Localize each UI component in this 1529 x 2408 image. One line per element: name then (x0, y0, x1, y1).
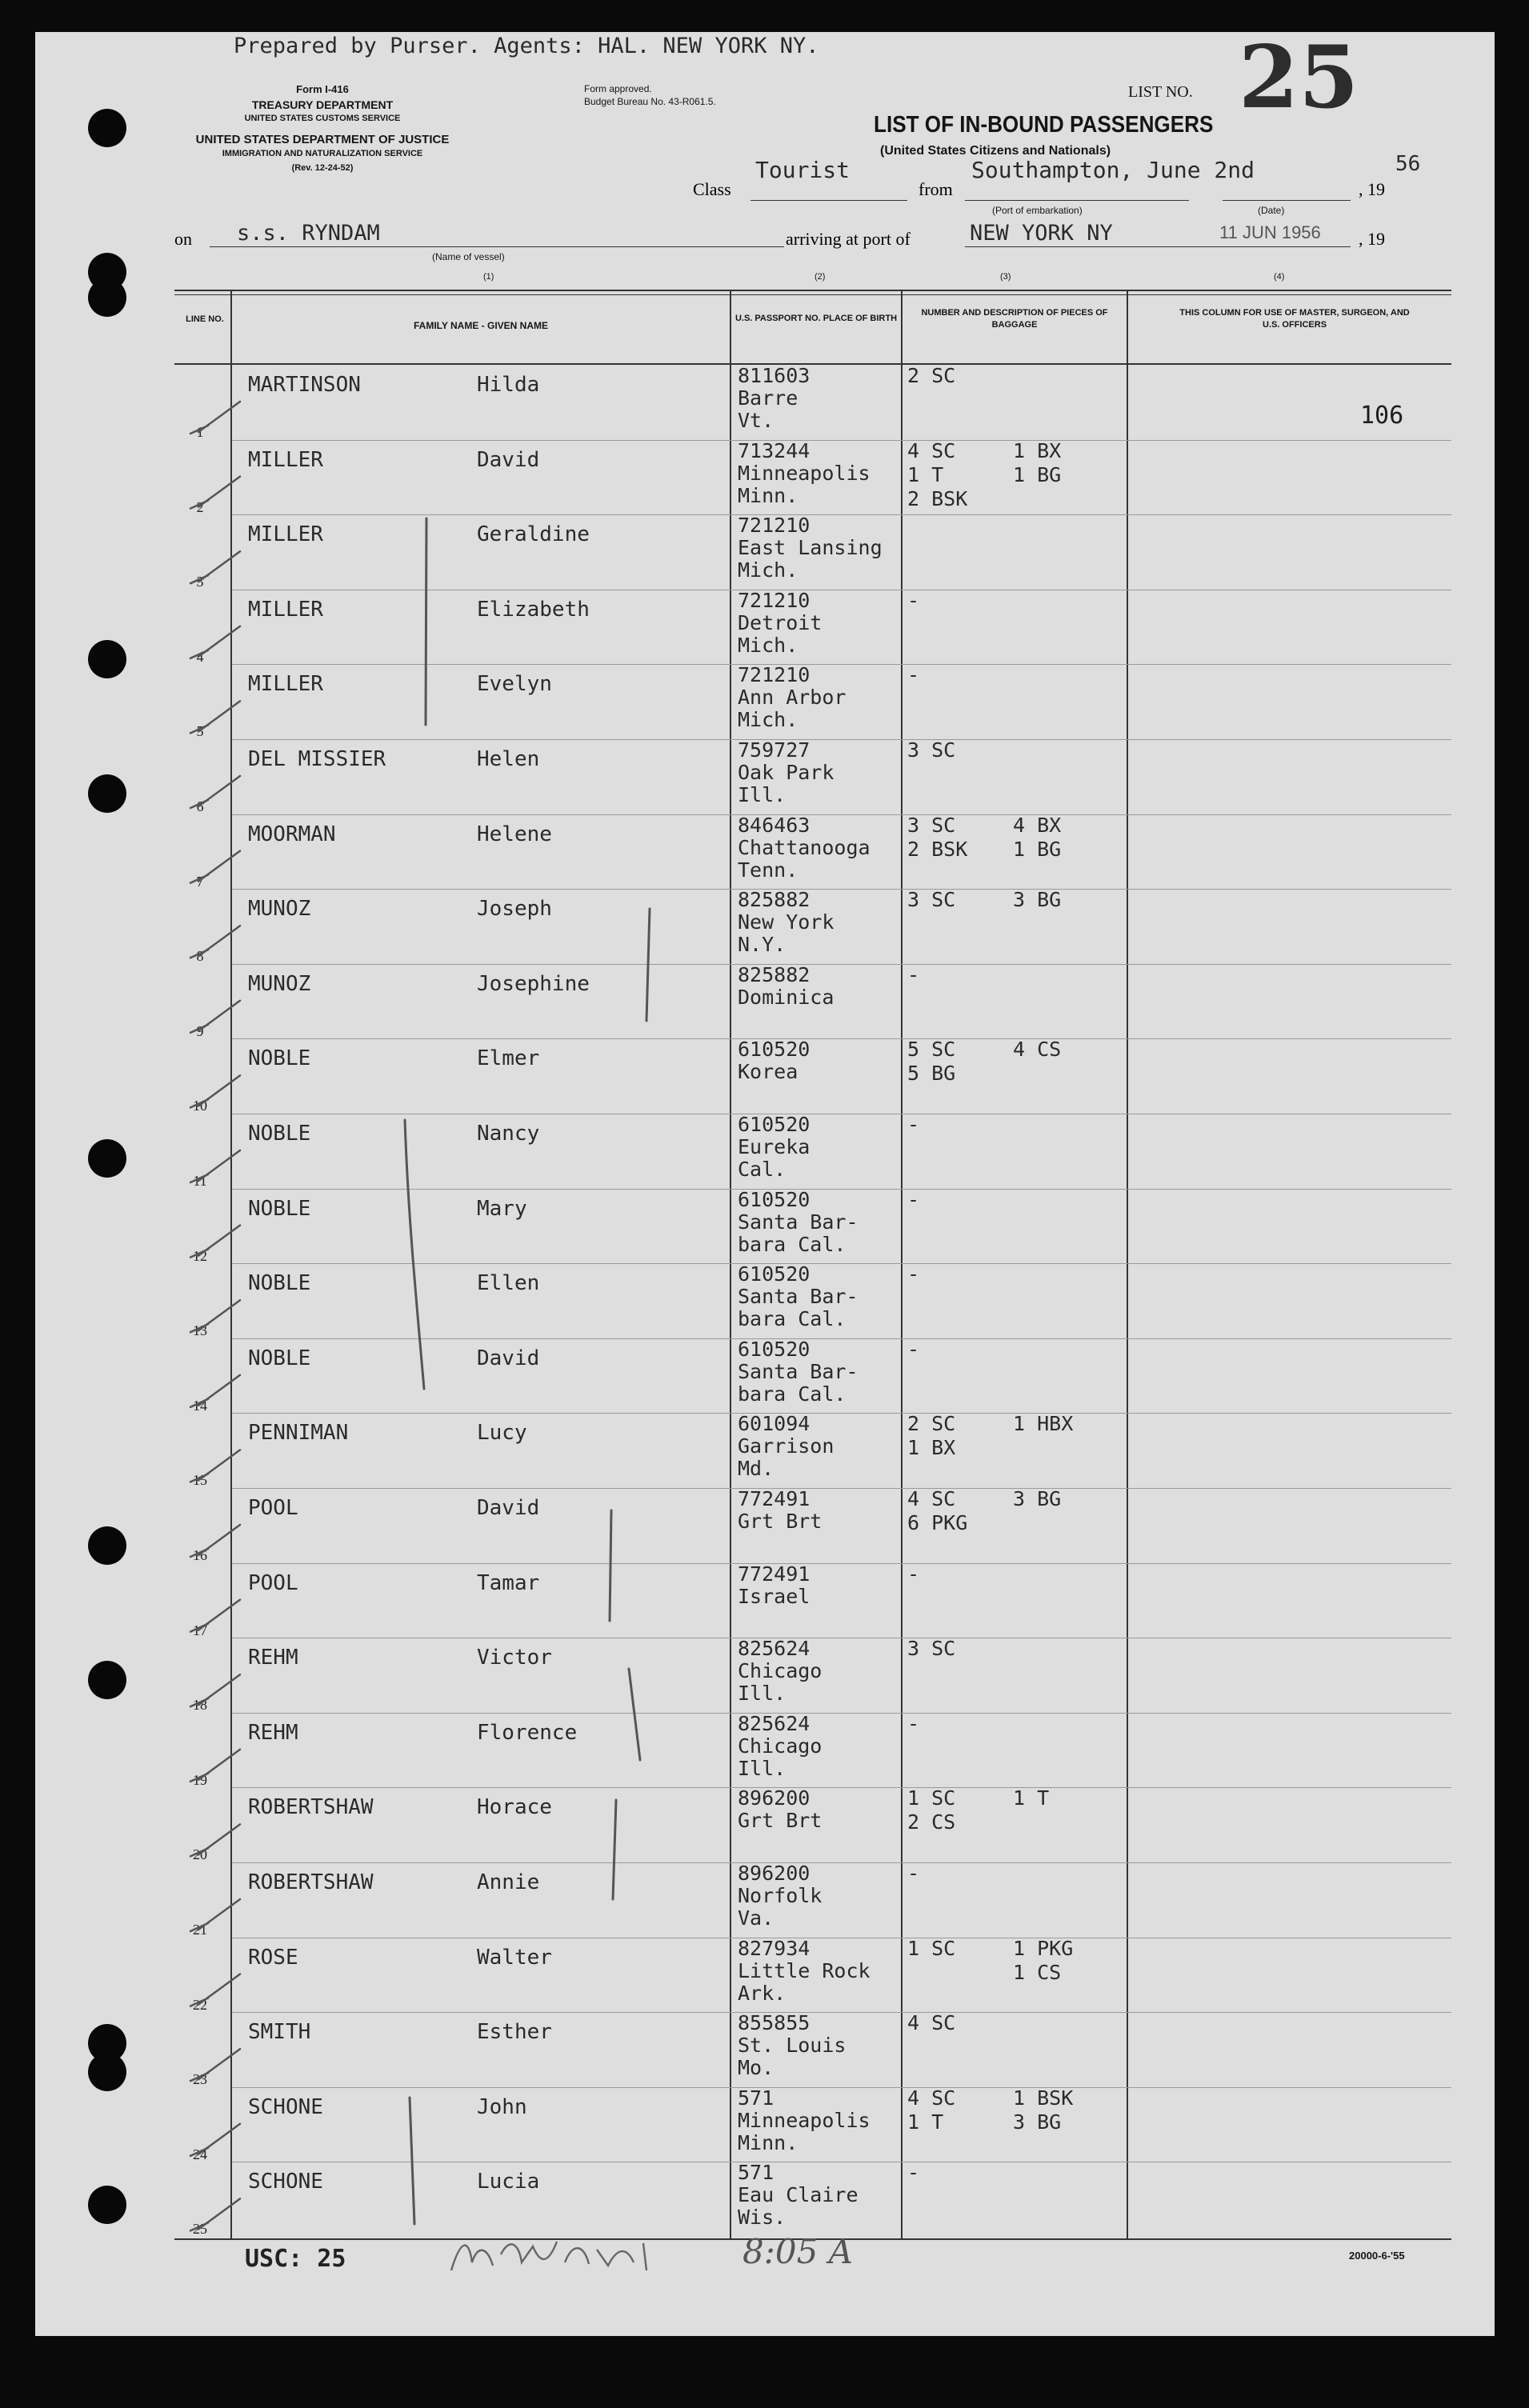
birth-place-line-2: Wis. (738, 2206, 787, 2230)
check-mark (190, 701, 240, 733)
baggage-primary: - (907, 1262, 920, 1286)
baggage-primary: 4 SC (907, 1487, 956, 1510)
line-number: 13 (193, 1322, 207, 1339)
birth-place-line-1: Eau Claire (738, 2183, 859, 2207)
birth-place-line-1: Ann Arbor (738, 686, 847, 710)
check-mark (190, 1600, 240, 1632)
family-name: MILLER (248, 522, 323, 547)
family-name: POOL (248, 1570, 298, 1595)
baggage-secondary: 3 BG (1013, 1487, 1062, 1510)
passport-number: 610520 (738, 1187, 811, 1211)
line-number: 22 (193, 1996, 207, 2013)
birth-place-line-2: N.Y. (738, 933, 787, 957)
passport-number: 855855 (738, 2011, 811, 2035)
arrival-stamp-date: 11 JUN 1956 (1219, 222, 1321, 242)
line-number: 15 (193, 1472, 207, 1489)
check-mark (190, 1075, 240, 1107)
signature-scribble (445, 2230, 693, 2278)
header-passport-text: U.S. PASSPORT NO. PLACE OF BIRTH (734, 314, 898, 323)
line-number: 18 (193, 1697, 207, 1714)
baggage-primary: - (907, 962, 920, 986)
birth-place-line-1: Little Rock (738, 1958, 871, 1982)
passport-number: 721210 (738, 663, 811, 687)
baggage-secondary: 1 HBX (1013, 1412, 1074, 1436)
baggage-primary: - (907, 588, 920, 612)
line-number: 20 (193, 1846, 207, 1863)
family-name: ROSE (248, 1945, 298, 1970)
family-name: MILLER (248, 672, 323, 697)
class-label: Class (693, 179, 731, 199)
arriving-label: arriving at port of (786, 229, 911, 249)
col-num-1: (1) (483, 272, 494, 282)
check-mark (190, 851, 240, 883)
family-name: NOBLE (248, 1122, 311, 1146)
given-name: Joseph (477, 897, 552, 922)
passport-number: 825624 (738, 1711, 811, 1735)
baggage-secondary: 3 BG (1013, 888, 1062, 912)
birth-place-line-1: Santa Bar- (738, 1359, 859, 1383)
family-name: PENNIMAN (248, 1421, 349, 1446)
family-name: MUNOZ (248, 897, 311, 922)
given-name: Florence (477, 1720, 578, 1745)
check-mark (190, 776, 240, 808)
line-number: 14 (193, 1397, 207, 1414)
birth-place-line-2: bara Cal. (738, 1307, 847, 1331)
passport-number: 825882 (738, 962, 811, 986)
given-name: Lucy (477, 1421, 527, 1446)
passport-number: 610520 (738, 1337, 811, 1361)
date-label: (Date) (1258, 205, 1285, 216)
birth-place-line-1: St. Louis (738, 2034, 847, 2058)
baggage-primary-2: 2 BSK (907, 837, 968, 861)
baggage-primary: - (907, 2161, 920, 2185)
baggage-primary: - (907, 1187, 920, 1211)
baggage-secondary-2: 1 CS (1013, 1960, 1062, 1984)
revision-label: (Rev. 12-24-52) (291, 163, 354, 173)
given-name: Helene (477, 822, 552, 846)
line-number: 4 (196, 648, 204, 665)
birth-place-line-2: Ill. (738, 1682, 787, 1706)
baggage-primary-2: 1 T (907, 2110, 944, 2134)
given-name: Lucia (477, 2170, 540, 2194)
baggage-primary: - (907, 1862, 920, 1885)
time-annotation: 8:05 A (742, 2232, 853, 2271)
check-mark (190, 1375, 240, 1407)
check-mark (190, 2198, 240, 2230)
passport-number: 772491 (738, 1487, 811, 1510)
form-number: Form I-416 (296, 83, 349, 95)
given-name: David (477, 1346, 540, 1370)
baggage-primary: 1 SC (907, 1936, 956, 1960)
birth-place-line-1: Barre (738, 386, 799, 410)
given-name: Elmer (477, 1046, 540, 1071)
form-code: 20000-6-'55 (1349, 2250, 1405, 2262)
birth-place-line-1: Korea (738, 1060, 799, 1084)
check-mark (190, 1974, 240, 2006)
bracket-mark (629, 1669, 640, 1760)
list-number: 25 (1239, 27, 1359, 128)
baggage-secondary: 4 BX (1013, 813, 1062, 837)
check-mark (190, 1824, 240, 1856)
line-number: 3 (196, 574, 204, 590)
birth-place-line-1: Chicago (738, 1734, 823, 1758)
family-name: POOL (248, 1496, 298, 1520)
birth-place-line-2: Md. (738, 1457, 775, 1481)
given-name: Annie (477, 1870, 540, 1894)
line-number: 23 (193, 2071, 207, 2088)
check-mark (190, 1899, 240, 1931)
passport-number: 811603 (738, 364, 811, 387)
baggage-primary: - (907, 663, 920, 687)
baggage-secondary: 1 BX (1013, 438, 1062, 462)
line-number: 11 (193, 1173, 207, 1189)
family-name: MARTINSON (248, 373, 361, 397)
birth-place-line-1: Norfolk (738, 1884, 823, 1907)
birth-place-line-2: Cal. (738, 1158, 787, 1181)
baggage-secondary: 1 BSK (1013, 2086, 1074, 2110)
family-name: SMITH (248, 2020, 311, 2045)
birth-place-line-1: Minneapolis (738, 461, 871, 485)
birth-place-line-2: Ill. (738, 783, 787, 806)
form-approved: Form approved. (584, 83, 652, 94)
birth-place-line-1: Eureka (738, 1135, 811, 1158)
birth-place-line-2: Tenn. (738, 858, 799, 882)
baggage-primary: 4 SC (907, 2011, 956, 2035)
family-name: NOBLE (248, 1196, 311, 1221)
baggage-secondary: 4 CS (1013, 1038, 1062, 1062)
check-mark (190, 1750, 240, 1782)
birth-place-line-2: Minn. (738, 2130, 799, 2154)
family-name: MUNOZ (248, 971, 311, 996)
passport-number: 571 (738, 2161, 775, 2185)
baggage-primary: 3 SC (907, 813, 956, 837)
family-name: SCHONE (248, 2170, 323, 2194)
passport-number: 846463 (738, 813, 811, 837)
class-value: Tourist (755, 157, 851, 183)
family-name: REHM (248, 1720, 298, 1745)
passport-number: 759727 (738, 738, 811, 762)
passport-number: 601094 (738, 1412, 811, 1436)
embarkation-port-date: Southampton, June 2nd (971, 157, 1255, 183)
family-name: SCHONE (248, 2094, 323, 2119)
check-mark (190, 1674, 240, 1706)
header-officers-text: THIS COLUMN FOR USE OF MASTER, SURGEON, AND U.S. OFFICERS (1179, 308, 1410, 330)
check-mark (190, 926, 240, 958)
customs-service: UNITED STATES CUSTOMS SERVICE (244, 114, 401, 123)
family-name: NOBLE (248, 1271, 311, 1296)
baggage-primary: - (907, 1337, 920, 1361)
given-name: Geraldine (477, 522, 590, 547)
check-mark (190, 1300, 240, 1332)
usc-count: USC: 25 (245, 2245, 346, 2273)
manifest-title: LIST OF IN-BOUND PASSENGERS (874, 112, 1214, 138)
scribble-initials (445, 2230, 693, 2282)
given-name: John (477, 2094, 527, 2119)
check-mark (190, 626, 240, 658)
line-number: 9 (196, 1022, 204, 1039)
given-name: Esther (477, 2020, 552, 2045)
col-num-2: (2) (815, 272, 826, 282)
family-name: ROBERTSHAW (248, 1795, 374, 1820)
birth-place-line-1: Israel (738, 1584, 811, 1608)
baggage-primary-3: 2 BSK (907, 486, 968, 510)
passport-number: 827934 (738, 1936, 811, 1960)
birth-place-line-1: Oak Park (738, 761, 835, 784)
given-name: Victor (477, 1646, 552, 1670)
birth-place-line-1: Grt Brt (738, 1809, 823, 1833)
baggage-primary: 3 SC (907, 738, 956, 762)
line-number: 17 (193, 1622, 207, 1638)
baggage-primary-2: 1 BX (907, 1436, 956, 1460)
passport-number: 571 (738, 2086, 775, 2110)
given-name: Elizabeth (477, 597, 590, 622)
check-mark (190, 1001, 240, 1033)
birth-place-line-1: Dominica (738, 985, 835, 1009)
given-name: Ellen (477, 1271, 540, 1296)
family-name: NOBLE (248, 1346, 311, 1370)
check-mark (190, 1450, 240, 1482)
given-name: Hilda (477, 373, 540, 397)
port-embarkation-label: (Port of embarkation) (992, 205, 1083, 216)
given-name: David (477, 447, 540, 472)
department-of-justice: UNITED STATES DEPARTMENT OF JUSTICE (195, 133, 450, 146)
birth-place-line-2: Ark. (738, 1981, 787, 2005)
birth-place-line-2: Mich. (738, 708, 799, 732)
passport-number: 610520 (738, 1038, 811, 1062)
birth-place-line-1: Chattanooga (738, 835, 871, 859)
line-number: 16 (193, 1547, 207, 1563)
line-number: 7 (196, 873, 204, 890)
given-name: David (477, 1496, 540, 1520)
ins-label: IMMIGRATION AND NATURALIZATION SERVICE (222, 149, 423, 158)
baggage-primary: 1 SC (907, 1786, 956, 1810)
line-number: 2 (196, 498, 204, 515)
given-name: Mary (477, 1196, 527, 1221)
baggage-primary: 2 SC (907, 364, 956, 387)
list-no-label: LIST NO. (1128, 83, 1193, 101)
birth-place-line-1: Minneapolis (738, 2108, 871, 2132)
baggage-primary: 4 SC (907, 438, 956, 462)
birth-place-line-1: Santa Bar- (738, 1285, 859, 1309)
given-name: Helen (477, 747, 540, 771)
line-number: 5 (196, 723, 204, 740)
baggage-secondary-2: 3 BG (1013, 2110, 1062, 2134)
passport-number: 772491 (738, 1562, 811, 1586)
manifest-subtitle: (United States Citizens and Nationals) (880, 144, 1111, 158)
year-prefix: , 19 (1359, 179, 1385, 199)
birth-place-line-2: bara Cal. (738, 1382, 847, 1406)
officer-note: 106 (1360, 402, 1404, 430)
baggage-primary: - (907, 1711, 920, 1735)
birth-place-line-1: Santa Bar- (738, 1210, 859, 1234)
birth-place-line-1: Garrison (738, 1434, 835, 1458)
check-mark (190, 1525, 240, 1557)
passport-number: 713244 (738, 438, 811, 462)
line-number: 1 (196, 424, 204, 440)
check-mark (190, 2049, 240, 2081)
birth-place-line-2: Mich. (738, 558, 799, 582)
bracket-mark (610, 1510, 611, 1621)
line-number: 6 (196, 798, 204, 814)
baggage-primary: - (907, 1113, 920, 1136)
baggage-primary: 5 SC (907, 1038, 956, 1062)
birth-place-line-1: New York (738, 910, 835, 934)
passport-number: 721210 (738, 588, 811, 612)
line-number: 10 (193, 1098, 207, 1114)
birth-place-line-2: bara Cal. (738, 1232, 847, 1256)
baggage-primary: 3 SC (907, 1637, 956, 1661)
given-name: Walter (477, 1945, 552, 1970)
line-number: 25 (193, 2221, 207, 2238)
baggage-secondary-2: 1 BG (1013, 837, 1062, 861)
check-mark (190, 402, 240, 434)
family-name: DEL MISSIER (248, 747, 386, 771)
prepared-by-line: Prepared by Purser. Agents: HAL. NEW YORK NY. (234, 34, 819, 58)
birth-place-line-2: Ill. (738, 1756, 787, 1780)
birth-place-line-2: Mich. (738, 633, 799, 657)
birth-place-line-2: Mo. (738, 2056, 775, 2080)
birth-place-line-2: Minn. (738, 483, 799, 507)
line-number: 8 (196, 948, 204, 965)
given-name: Nancy (477, 1122, 540, 1146)
passport-number: 896200 (738, 1786, 811, 1810)
baggage-primary-2: 2 CS (907, 1810, 956, 1834)
baggage-primary-2: 1 T (907, 462, 944, 486)
year-suffix: 56 (1395, 152, 1421, 176)
bracket-mark (646, 909, 650, 1021)
family-name: ROBERTSHAW (248, 1870, 374, 1894)
vessel-name: s.s. RYNDAM (237, 221, 380, 246)
passport-number: 825882 (738, 888, 811, 912)
passport-number: 721210 (738, 514, 811, 538)
header-baggage-text: NUMBER AND DESCRIPTION OF PIECES OF BAGGAGE (921, 308, 1108, 330)
birth-place-line-1: Detroit (738, 610, 823, 634)
line-number: 21 (193, 1922, 207, 1938)
check-mark (190, 1226, 240, 1258)
baggage-secondary: 1 PKG (1013, 1936, 1074, 1960)
budget-bureau: Budget Bureau No. 43-R061.5. (584, 96, 716, 107)
birth-place-line-2: Vt. (738, 409, 775, 432)
col-num-4: (4) (1274, 272, 1285, 282)
check-mark (190, 2124, 240, 2156)
passport-number: 896200 (738, 1862, 811, 1885)
passport-number: 610520 (738, 1262, 811, 1286)
baggage-primary: 3 SC (907, 888, 956, 912)
on-label: on (174, 229, 192, 249)
given-name: Horace (477, 1795, 552, 1820)
birth-place-line-1: Grt Brt (738, 1510, 823, 1533)
baggage-secondary-2: 1 BG (1013, 462, 1062, 486)
passport-number: 610520 (738, 1113, 811, 1136)
baggage-primary-2: 5 BG (907, 1062, 956, 1086)
col-num-3: (3) (1000, 272, 1011, 282)
given-name: Tamar (477, 1570, 540, 1595)
family-name: NOBLE (248, 1046, 311, 1071)
treasury-department: TREASURY DEPARTMENT (251, 98, 394, 111)
bracket-mark (410, 2098, 414, 2224)
family-name: MILLER (248, 597, 323, 622)
baggage-primary: - (907, 1562, 920, 1586)
passport-number: 825624 (738, 1637, 811, 1661)
given-name: Evelyn (477, 672, 552, 697)
baggage-primary: 2 SC (907, 1412, 956, 1436)
check-mark (190, 551, 240, 583)
header-name: FAMILY NAME - GIVEN NAME (413, 320, 549, 331)
birth-place-line-1: East Lansing (738, 536, 883, 560)
baggage-primary: 4 SC (907, 2086, 956, 2110)
baggage-secondary: 1 T (1013, 1786, 1050, 1810)
check-mark (190, 1150, 240, 1182)
baggage-primary-2: 6 PKG (907, 1511, 968, 1534)
line-number: 24 (193, 2146, 207, 2162)
line-number: 19 (193, 1771, 207, 1788)
birth-place-line-1: Chicago (738, 1659, 823, 1683)
vessel-label: (Name of vessel) (432, 251, 505, 262)
header-line-no-text: LINE NO. (186, 314, 224, 324)
year-prefix-2: , 19 (1359, 229, 1385, 249)
line-number: 12 (193, 1247, 207, 1264)
arrival-port: NEW YORK NY (970, 221, 1113, 246)
check-mark (190, 477, 240, 509)
family-name: MOORMAN (248, 822, 336, 846)
given-name: Josephine (477, 971, 590, 996)
bracket-mark (613, 1800, 616, 1899)
family-name: REHM (248, 1646, 298, 1670)
family-name: MILLER (248, 447, 323, 472)
bracket-mark (405, 1120, 424, 1389)
birth-place-line-2: Va. (738, 1906, 775, 1930)
from-label: from (919, 179, 953, 199)
